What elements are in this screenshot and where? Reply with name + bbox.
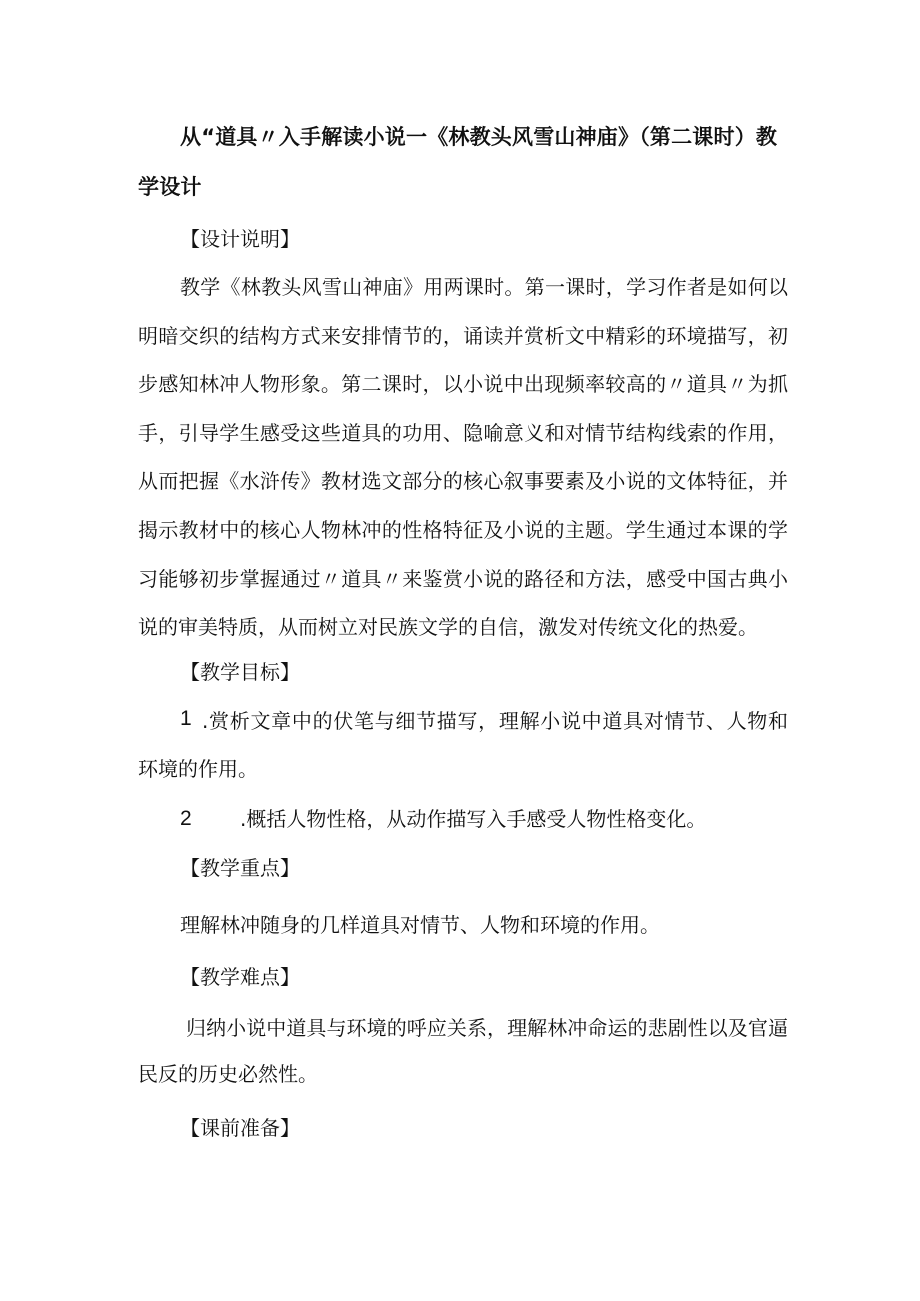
goal-number: 2: [180, 807, 192, 830]
goal-text: .概括人物性格，从动作描写入手感受人物性格变化。: [240, 807, 707, 831]
goal-number: 1: [180, 707, 192, 730]
section-heading-difficulties: 【教学难点】: [180, 965, 300, 989]
section-heading-key-points: 【教学重点】: [180, 856, 300, 880]
section-heading-preparation: 【课前准备】: [180, 1116, 300, 1140]
design-notes-paragraph: 教学《林教头风雪山神庙》用两课时。第一课时，学习作者是如何以明暗交织的结构方式来安排情节的，诵读并赏析文中精彩的环境描写，初步感知林冲人物形象。第二课时，以小说中出现频率较高的〃道具〃为抓手，引导学生感受这些道具的功用、隐喻意义和对情节结构线索的作用，从而把握《水浒传》教材选文部分的核心叙事要素及小说的文体特征，并揭示教材中的核心人物林冲的性格特征及小说的主题。学生通过本课的学习能够初步掌握通过〃道具〃来鉴赏小说的路径和方法，感受中国古典小说的审美特质，从而树立对民族文学的自信，激发对传统文化的热爱。: [138, 275, 788, 640]
difficulties-paragraph: 归纳小说中道具与环境的呼应关系，理解林冲命运的悲剧性以及官逼民反的历史必然性。: [138, 1016, 788, 1086]
goal-text: .赏析文章中的伏笔与细节描写，理解小说中道具对情节、人物和环境的作用。: [138, 709, 788, 781]
section-heading-design-notes: 【设计说明】: [180, 227, 300, 251]
key-points-paragraph: 理解林冲随身的几样道具对情节、人物和环境的作用。: [180, 913, 660, 937]
section-heading-teaching-goals: 【教学目标】: [180, 660, 300, 684]
document-title: 从“道具〃入手解读小说一《林教头风雪山神庙》（第二课时）教学设计: [138, 125, 778, 199]
